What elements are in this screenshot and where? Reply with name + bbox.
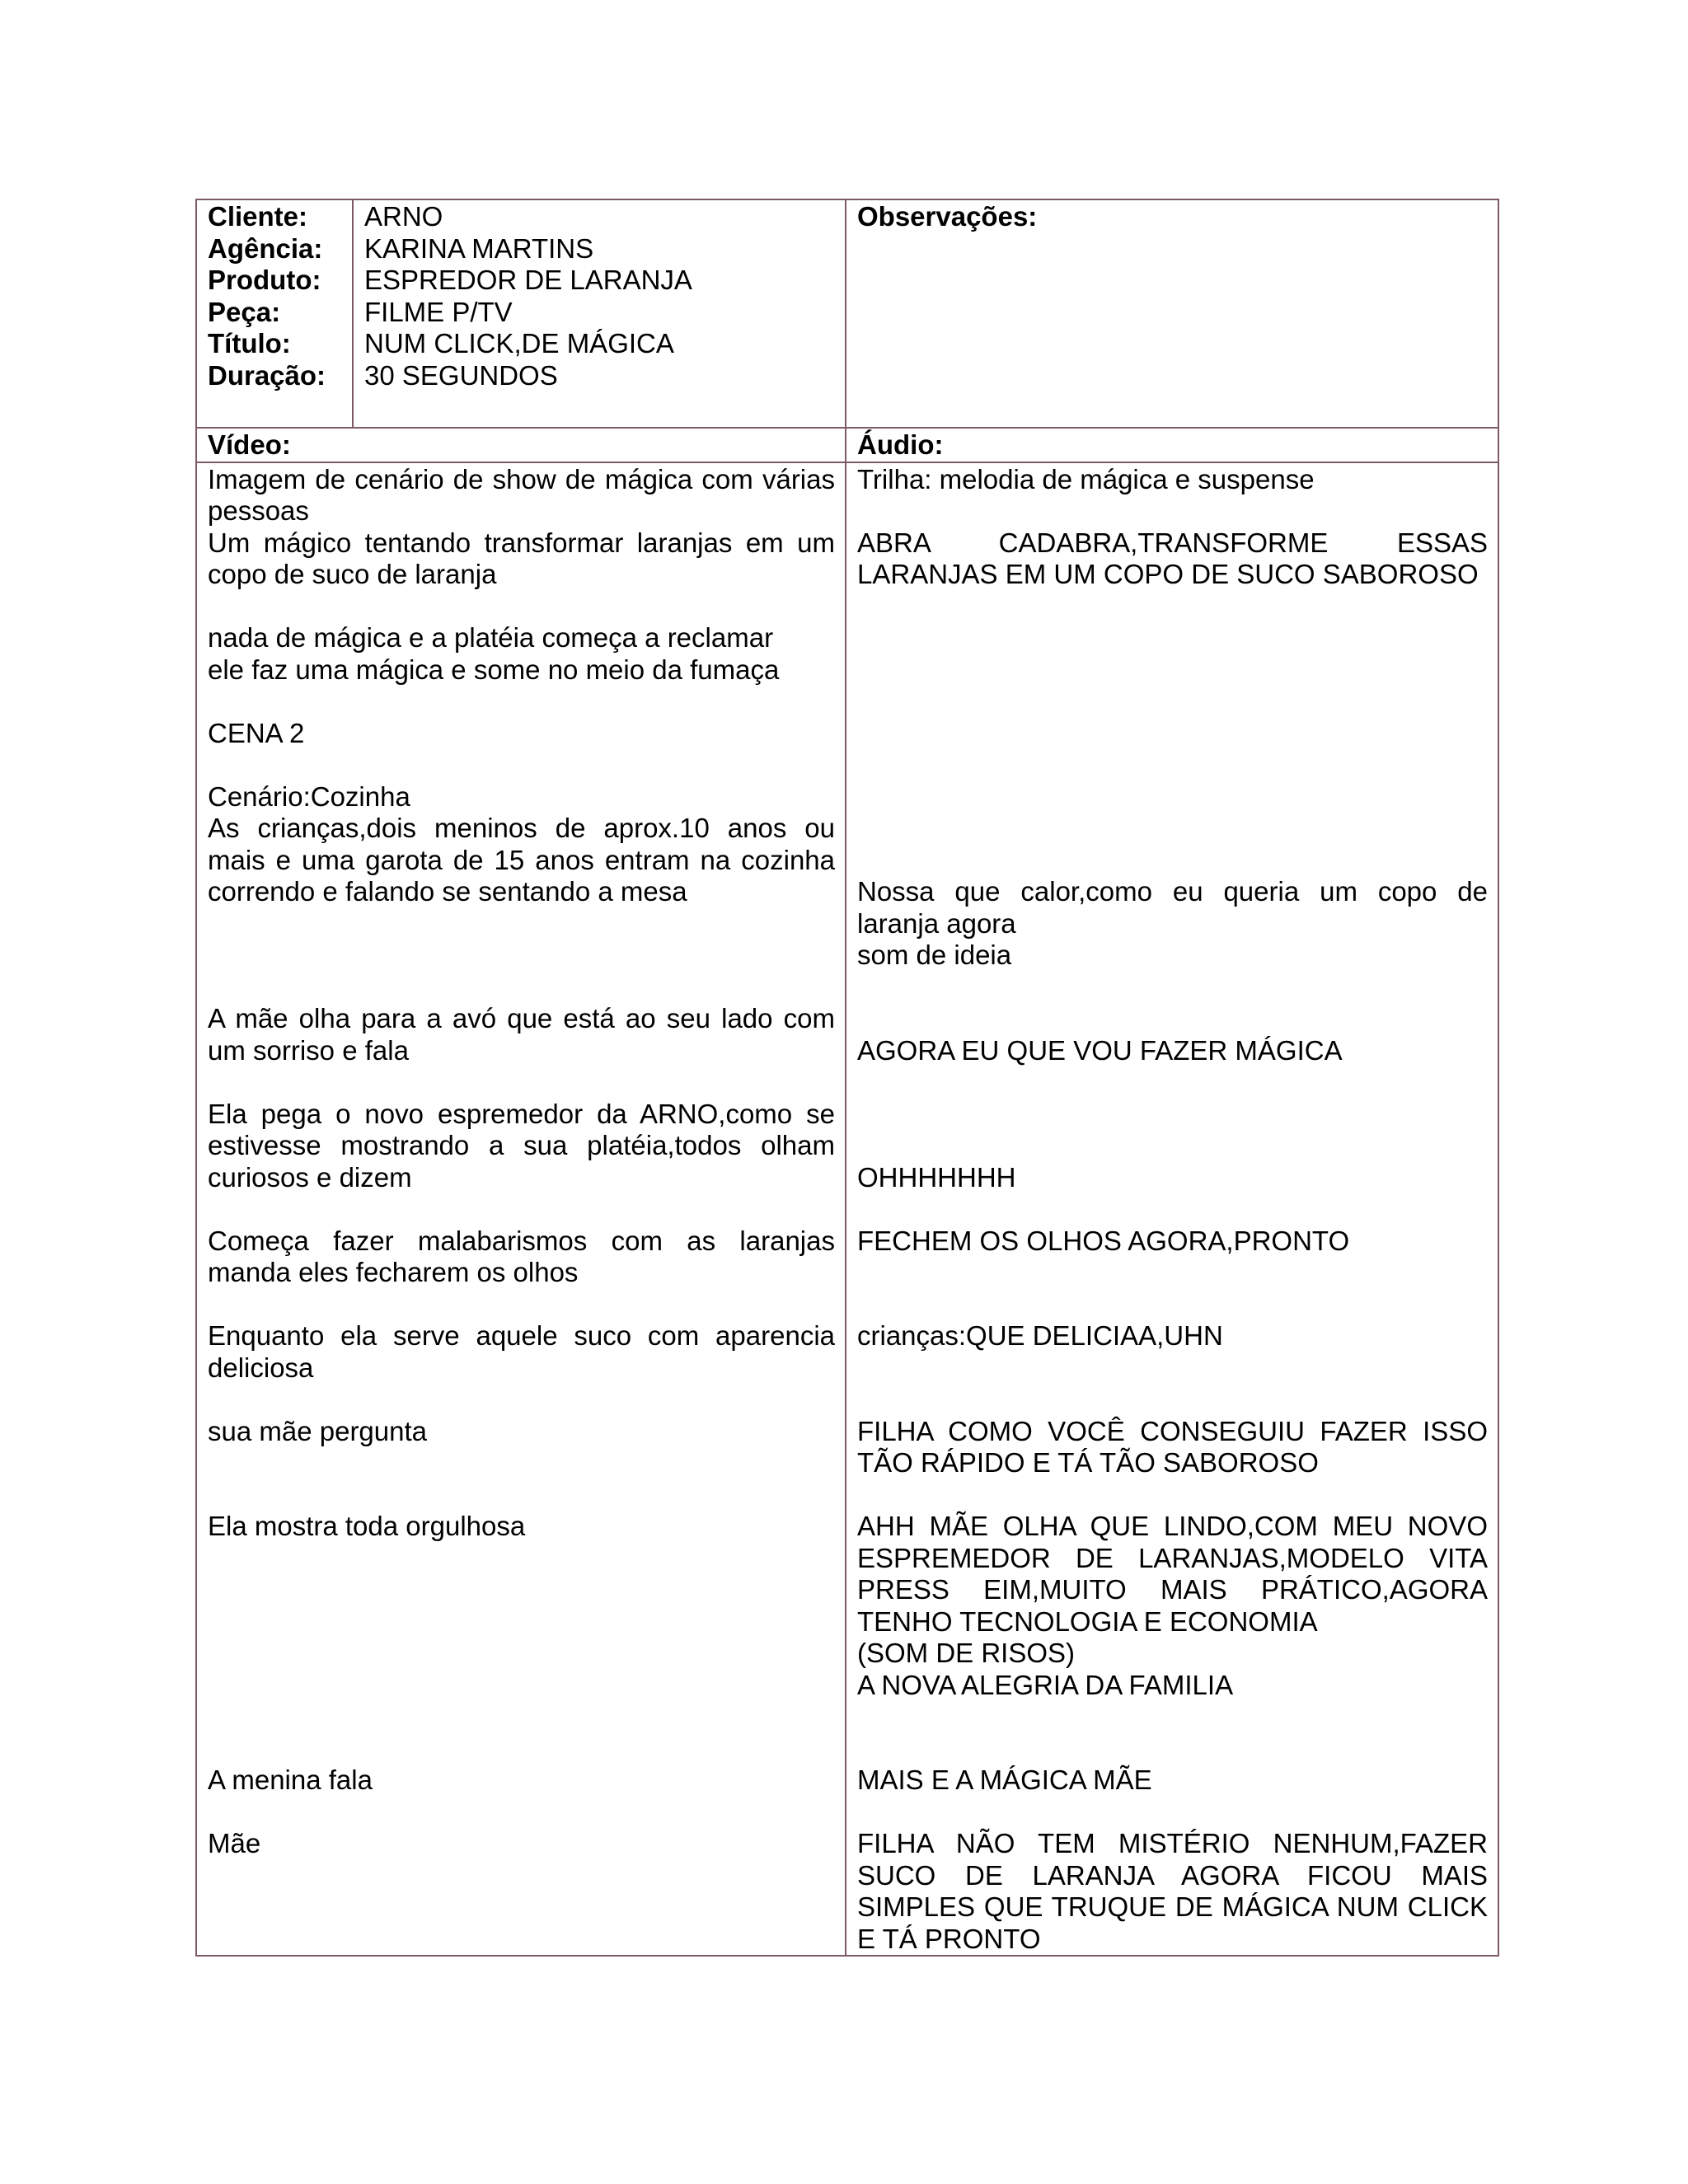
script-body-row [196,462,1498,1957]
video-line: Cenário:Cozinha [208,780,410,812]
video-line: Imagem de cenário de show de mágica com várias [208,463,835,494]
audio-line: Nossa que calor,como eu queria um copo de [857,876,1488,907]
audio-line: laranja agora [857,907,1016,939]
audio-cell [846,462,1498,1957]
line-spacer [208,1797,835,1829]
video-line: Mãe [208,1828,261,1858]
audio-line: som de ideia [857,940,1012,970]
line-spacer [208,749,835,781]
field-value-produto: ESPREDOR DE LARANJA [364,265,692,295]
line-spacer [208,1543,835,1765]
audio-line: OHHHHHHH [857,1161,1016,1193]
video-line: pessoas [208,495,309,526]
video-line: Começa fazer malabarismos com as laranjas [208,1225,835,1256]
video-line: A menina fala [208,1765,373,1795]
script-table [195,199,1499,1957]
video-line: estivesse mostrando a sua platéia,todos olham [208,1130,835,1160]
line-spacer [857,1257,1488,1320]
line-spacer [857,1479,1488,1511]
audio-label-cell [846,428,1498,462]
header-labels-cell [196,199,353,428]
field-value-peca: FILME P/TV [364,296,513,327]
audio-line: Trilha: melodia de mágica e suspense [857,463,1315,494]
video-line: Ela pega o novo espremedor da ARNO,como se [208,1098,835,1129]
field-label-peca: Peça: [208,296,281,327]
line-spacer [208,908,835,1004]
audio-line: TÃO RÁPIDO E TÁ TÃO SABOROSO [857,1447,1319,1478]
line-spacer [857,591,1488,877]
audio-line: (SOM DE RISOS) [857,1638,1076,1668]
audio-line: PRESS EIM,MUITO MAIS PRÁTICO,AGORA [857,1574,1488,1605]
field-value-duracao: 30 SEGUNDOS [364,359,558,391]
audio-line: FILHA NÃO TEM MISTÉRIO NENHUM,FAZER [857,1828,1488,1858]
field-label-produto: Produto: [208,265,321,295]
line-spacer [857,1701,1488,1765]
video-line: sua mãe pergunta [208,1415,428,1446]
audio-line: AHH MÃE OLHA QUE LINDO,COM MEU NOVO [857,1511,1488,1541]
field-label-duracao: Duração: [208,359,326,391]
line-spacer [857,1193,1488,1226]
line-spacer [208,1193,835,1226]
audio-line: LARANJAS EM UM COPO DE SUCO SABOROSO [857,559,1479,589]
audio-line: ESPREMEDOR DE LARANJAS,MODELO VITA [857,1542,1488,1573]
video-label-cell [196,428,846,462]
line-spacer [208,1066,835,1099]
audio-line: crianças:QUE DELICIAA,UHN [857,1320,1223,1351]
field-label-cliente: Cliente: [208,201,308,232]
audio-line: MAIS E A MÁGICA MÃE [857,1765,1152,1795]
line-spacer [208,686,835,718]
line-spacer [857,972,1488,1035]
line-spacer [857,1797,1488,1829]
audio-line: SUCO DE LARANJA AGORA FICOU MAIS [857,1859,1488,1891]
line-spacer [857,1352,1488,1416]
field-value-agencia: KARINA MARTINS [364,232,594,264]
video-line: CENA 2 [208,717,305,748]
observacoes-label: Observações: [857,201,1038,232]
video-line: correndo e falando se sentando a mesa [208,876,687,907]
video-line: um sorriso e fala [208,1034,409,1066]
line-spacer [208,591,835,623]
video-line: copo de suco de laranja [208,559,497,589]
line-spacer [208,1384,835,1416]
observacoes-cell [846,199,1498,428]
audio-line: TENHO TECNOLOGIA E ECONOMIA [857,1605,1318,1637]
field-label-agencia: Agência: [208,232,323,264]
video-line: manda eles fecharem os olhos [208,1257,579,1287]
video-column-label: Vídeo: [208,429,291,460]
field-label-titulo: Título: [208,328,291,359]
header-row [196,199,1498,428]
line-spacer [208,1447,835,1511]
audio-line: ABRA CADABRA,TRANSFORME ESSAS [857,527,1488,558]
audio-line: E TÁ PRONTO [857,1923,1041,1954]
video-line: nada de mágica e a platéia começa a reclamar [208,622,774,653]
field-value-titulo: NUM CLICK,DE MÁGICA [364,328,674,359]
video-line: ele faz uma mágica e some no meio da fumaça [208,654,780,685]
video-line: deliciosa [208,1352,314,1383]
video-line: mais e uma garota de 15 anos entram na cozinha [208,844,835,875]
video-line: As crianças,dois meninos de aprox.10 anos ou [208,813,835,843]
column-labels-row [196,428,1498,462]
video-line: A mãe olha para a avó que está ao seu lado com [208,1003,835,1033]
video-line: Enquanto ela serve aquele suco com aparencia [208,1320,835,1351]
video-line: curiosos e dizem [208,1161,412,1193]
audio-line: FILHA COMO VOCÊ CONSEGUIU FAZER ISSO [857,1415,1488,1446]
video-line: Um mágico tentando transformar laranjas em um [208,527,835,558]
line-spacer [857,1066,1488,1162]
line-spacer [857,495,1488,527]
header-values-cell [353,199,846,428]
audio-column-label: Áudio: [857,429,944,460]
audio-line: FECHEM OS OLHOS AGORA,PRONTO [857,1225,1350,1256]
video-cell [196,462,846,1957]
line-spacer [208,1289,835,1321]
video-line: Ela mostra toda orgulhosa [208,1511,526,1541]
audio-line: SIMPLES QUE TRUQUE DE MÁGICA NUM CLICK [857,1891,1488,1922]
field-value-cliente: ARNO [364,201,443,232]
audio-line: A NOVA ALEGRIA DA FAMILIA [857,1669,1234,1700]
audio-line: AGORA EU QUE VOU FAZER MÁGICA [857,1034,1343,1066]
